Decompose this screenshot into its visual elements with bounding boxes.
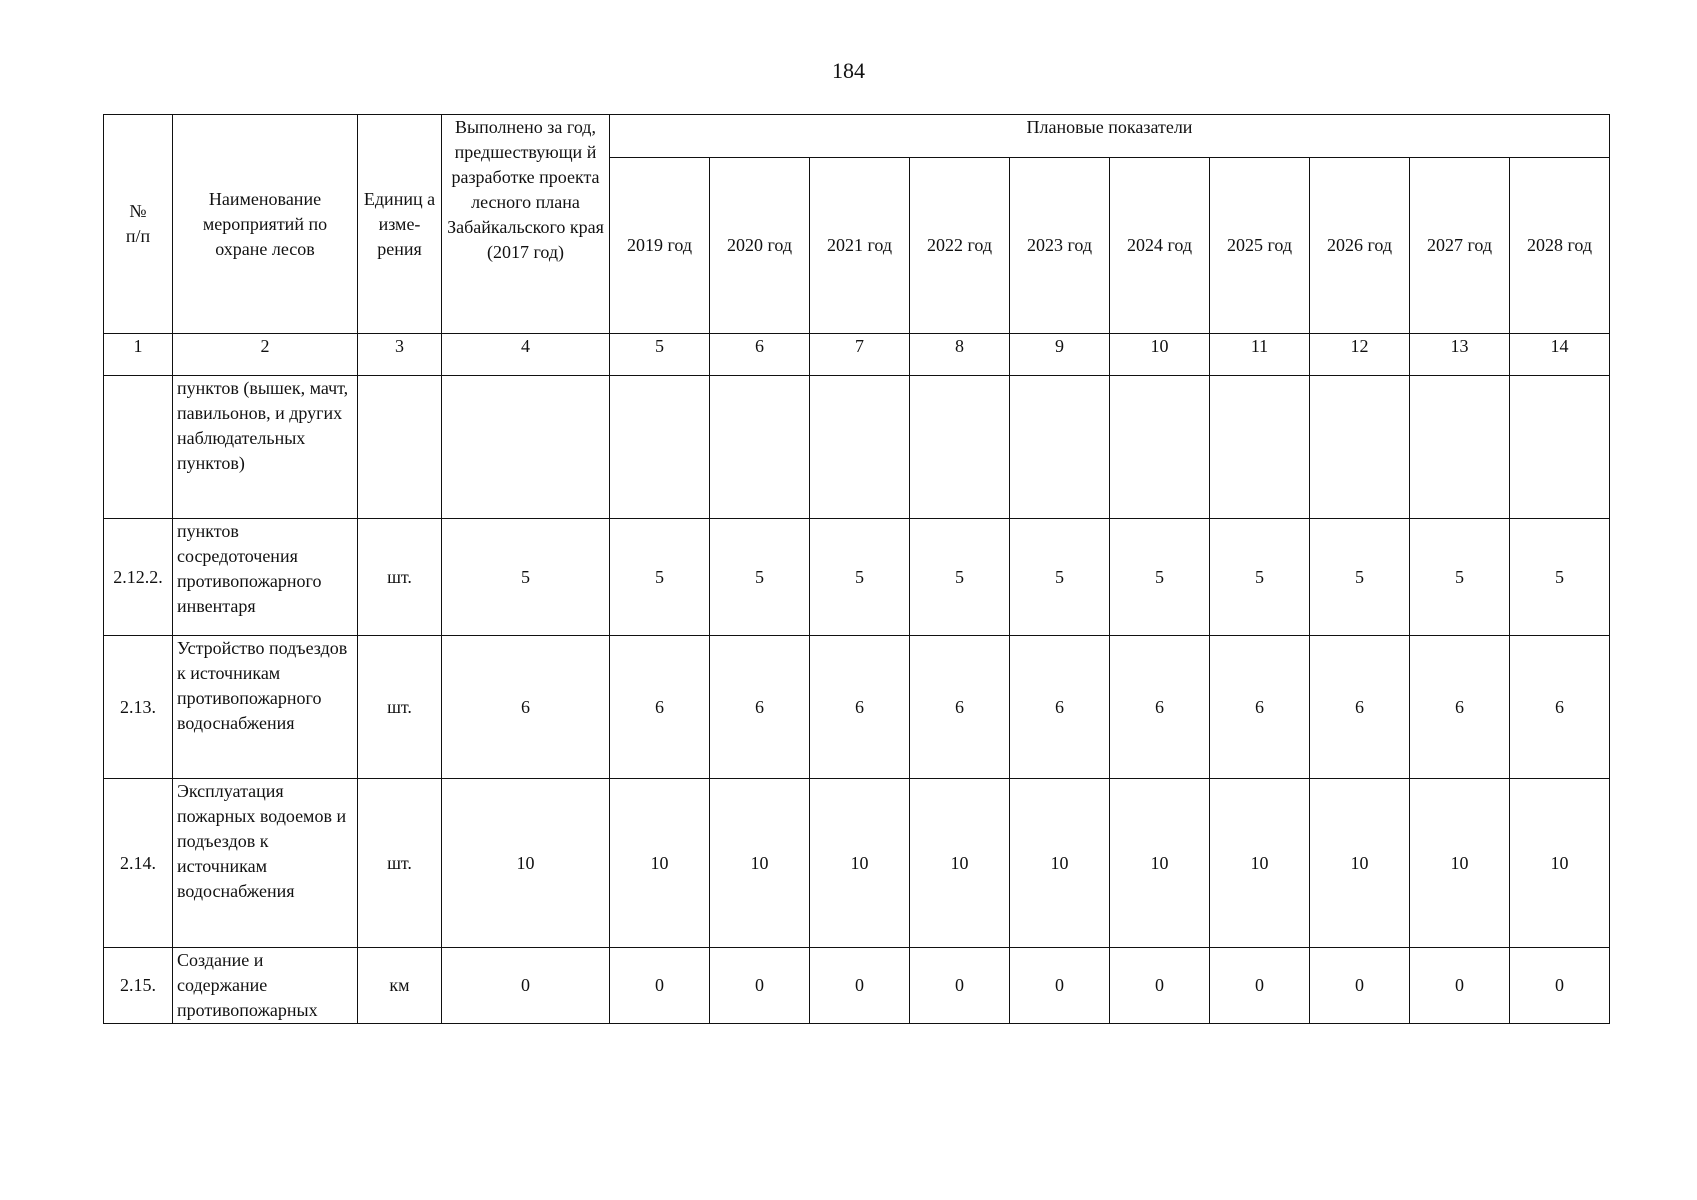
row-year-value: [710, 376, 810, 519]
row-year-value: 10: [710, 779, 810, 948]
page-number: 184: [832, 58, 865, 83]
column-number: 6: [710, 334, 810, 376]
row-year-value: 10: [610, 779, 710, 948]
row-year-value: [1410, 376, 1510, 519]
row-year-value: 0: [1310, 948, 1410, 1024]
row-year-value: 5: [910, 519, 1010, 636]
row-year-value: 10: [1110, 779, 1210, 948]
column-number: 5: [610, 334, 710, 376]
header-done: Выполнено за год, предшествующи й разработке проекта лесного плана Забайкальского края (2017 год): [442, 115, 610, 334]
table-row: [104, 376, 1610, 519]
row-name: Эксплуатация пожарных водоемов и подъездов к источникам водоснабжения: [173, 779, 358, 948]
table-row: [104, 636, 1610, 779]
table-row: [104, 948, 1610, 1024]
row-year-value: 0: [1510, 948, 1610, 1024]
row-number: 2.12.2.: [104, 519, 173, 636]
row-number: 2.14.: [104, 779, 173, 948]
header-year: 2026 год: [1310, 158, 1410, 334]
row-name: пунктов сосредоточения противопожарного инвентаря: [173, 519, 358, 636]
row-year-value: 0: [1410, 948, 1510, 1024]
row-year-value: 6: [1010, 636, 1110, 779]
row-year-value: [910, 376, 1010, 519]
row-unit: шт.: [358, 519, 442, 636]
column-number: 13: [1410, 334, 1510, 376]
row-year-value: 6: [610, 636, 710, 779]
column-number: 9: [1010, 334, 1110, 376]
row-year-value: [1110, 376, 1210, 519]
header-year: 2024 год: [1110, 158, 1210, 334]
row-year-value: 5: [1310, 519, 1410, 636]
row-number: [104, 376, 173, 519]
row-year-value: 6: [1410, 636, 1510, 779]
row-year-value: 0: [1110, 948, 1210, 1024]
row-year-value: 5: [1210, 519, 1310, 636]
row-year-value: 10: [1310, 779, 1410, 948]
row-year-value: 6: [1210, 636, 1310, 779]
header-year: 2027 год: [1410, 158, 1510, 334]
row-year-value: 0: [1010, 948, 1110, 1024]
header-year: 2025 год: [1210, 158, 1310, 334]
row-year-value: 10: [810, 779, 910, 948]
row-unit: км: [358, 948, 442, 1024]
row-year-value: 10: [1210, 779, 1310, 948]
column-number: 12: [1310, 334, 1410, 376]
row-year-value: 6: [1310, 636, 1410, 779]
row-year-value: 10: [1510, 779, 1610, 948]
row-unit: шт.: [358, 636, 442, 779]
row-year-value: 6: [810, 636, 910, 779]
row-year-value: 0: [910, 948, 1010, 1024]
row-unit: шт.: [358, 779, 442, 948]
header-year: 2020 год: [710, 158, 810, 334]
column-number: 8: [910, 334, 1010, 376]
row-name: Создание и содержание противопожарных: [173, 948, 358, 1024]
header-planned: Плановые показатели: [610, 115, 1610, 158]
row-year-value: 5: [1410, 519, 1510, 636]
row-year-value: 0: [710, 948, 810, 1024]
row-year-value: [610, 376, 710, 519]
row-year-value: 0: [810, 948, 910, 1024]
row-name: пунктов (вышек, мачт, павильонов, и других наблюдательных пунктов): [173, 376, 358, 519]
row-year-value: 0: [610, 948, 710, 1024]
row-done-value: 6: [442, 636, 610, 779]
row-number: 2.13.: [104, 636, 173, 779]
table-body: [104, 334, 1610, 1024]
column-number: 14: [1510, 334, 1610, 376]
row-done-value: 5: [442, 519, 610, 636]
row-year-value: 5: [1110, 519, 1210, 636]
row-year-value: [1210, 376, 1310, 519]
header-year: 2019 год: [610, 158, 710, 334]
table-header: [104, 115, 1610, 334]
column-number: 2: [173, 334, 358, 376]
row-year-value: 5: [710, 519, 810, 636]
header-year: 2022 год: [910, 158, 1010, 334]
header-year: 2021 год: [810, 158, 910, 334]
header-unit: Единиц а изме-рения: [358, 115, 442, 334]
row-number: 2.15.: [104, 948, 173, 1024]
table-row: [104, 779, 1610, 948]
row-year-value: 0: [1210, 948, 1310, 1024]
row-done-value: [442, 376, 610, 519]
row-year-value: 6: [710, 636, 810, 779]
row-done-value: 10: [442, 779, 610, 948]
row-year-value: 5: [1010, 519, 1110, 636]
column-number: 3: [358, 334, 442, 376]
row-year-value: 5: [610, 519, 710, 636]
row-name: Устройство подъездов к источникам противопожарного водоснабжения: [173, 636, 358, 779]
row-year-value: [810, 376, 910, 519]
row-year-value: 6: [1510, 636, 1610, 779]
row-year-value: 10: [1010, 779, 1110, 948]
row-year-value: 6: [910, 636, 1010, 779]
row-year-value: [1010, 376, 1110, 519]
header-num: № п/п: [104, 115, 173, 334]
column-number: 7: [810, 334, 910, 376]
column-number: 10: [1110, 334, 1210, 376]
row-year-value: 10: [910, 779, 1010, 948]
column-number-row: [104, 334, 1610, 376]
row-unit: [358, 376, 442, 519]
header-year: 2023 год: [1010, 158, 1110, 334]
row-year-value: 6: [1110, 636, 1210, 779]
row-year-value: [1310, 376, 1410, 519]
header-year: 2028 год: [1510, 158, 1610, 334]
forest-protection-table: [103, 114, 1610, 1024]
row-year-value: 5: [810, 519, 910, 636]
row-year-value: 5: [1510, 519, 1610, 636]
header-name: Наименование мероприятий по охране лесов: [173, 115, 358, 334]
column-number: 11: [1210, 334, 1310, 376]
table-row: [104, 519, 1610, 636]
column-number: 4: [442, 334, 610, 376]
column-number: 1: [104, 334, 173, 376]
row-done-value: 0: [442, 948, 610, 1024]
row-year-value: [1510, 376, 1610, 519]
row-year-value: 10: [1410, 779, 1510, 948]
